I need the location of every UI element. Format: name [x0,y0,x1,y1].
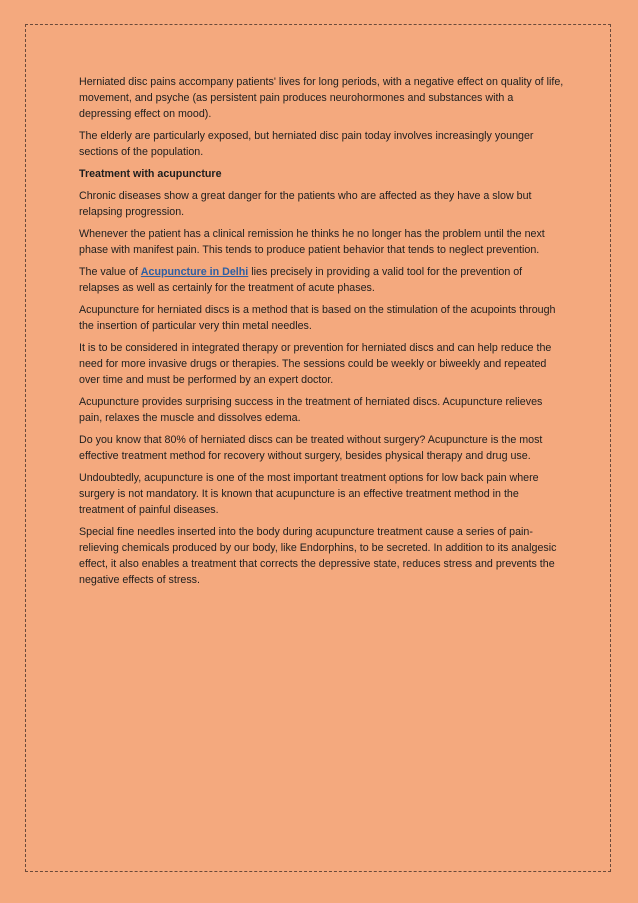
paragraph-elderly: The elderly are particularly exposed, but herniated disc pain today involves increasingly younger sections of the population. [79,130,534,158]
acupuncture-delhi-link[interactable]: Acupuncture in Delhi [140,266,249,278]
paragraph-needles: Special fine needles inserted into the body during acupuncture treatment cause a series of pain-relieving chemicals produced by our body, like Endorphins, to be secreted. In addition to its analgesic effect, it also enables a treatment that corrects the depressive state, reduces stress and prevents the negative effects of stress. [79,526,557,586]
paragraph-value-end: lies precisely in providing a valid tool for the prevention of relapses as well as certainly for the treatment of acute phases. [79,266,523,294]
paragraph-value [79,264,565,296]
paragraph-method: Acupuncture for herniated discs is a method that is based on the stimulation of the acupoints through the insertion of particular very thin metal needles. [79,304,556,332]
paragraph-remission: Whenever the patient has a clinical remission he thinks he no longer has the problem until the next phase with manifest pain. This tends to produce patient behavior that tends to neglect prevention. [79,228,545,256]
paragraph-intro: Herniated disc pains accompany patients' lives for long periods, with a negative effect on quality of life, movement, and psyche (as persistent pain produces neurohormones and substances with a depressing effect on mood). [79,76,564,120]
document-body [79,74,565,594]
section-heading: Treatment with acupuncture [79,168,222,180]
paragraph-surgery: Do you know that 80% of herniated discs can be treated without surgery? Acupuncture is the most effective treatment method for recovery without surgery, besides physical therapy and drug use. [79,434,543,462]
paragraph-value-start: The value of [79,266,141,278]
paragraph-integrated: It is to be considered in integrated therapy or prevention for herniated discs and can help reduce the need for more invasive drugs or therapies. The sessions could be weekly or biweekly and repeated over time and must be performed by an expert doctor. [79,342,552,386]
paragraph-chronic: Chronic diseases show a great danger for the patients who are affected as they have a slow but relapsing progression. [79,190,532,218]
paragraph-options: Undoubtedly, acupuncture is one of the most important treatment options for low back pain where surgery is not mandatory. It is known that acupuncture is an effective treatment method in the treatment of painful diseases. [79,472,539,516]
paragraph-success: Acupuncture provides surprising success in the treatment of herniated discs. Acupuncture relieves pain, relaxes the muscle and dissolves edema. [79,396,543,424]
